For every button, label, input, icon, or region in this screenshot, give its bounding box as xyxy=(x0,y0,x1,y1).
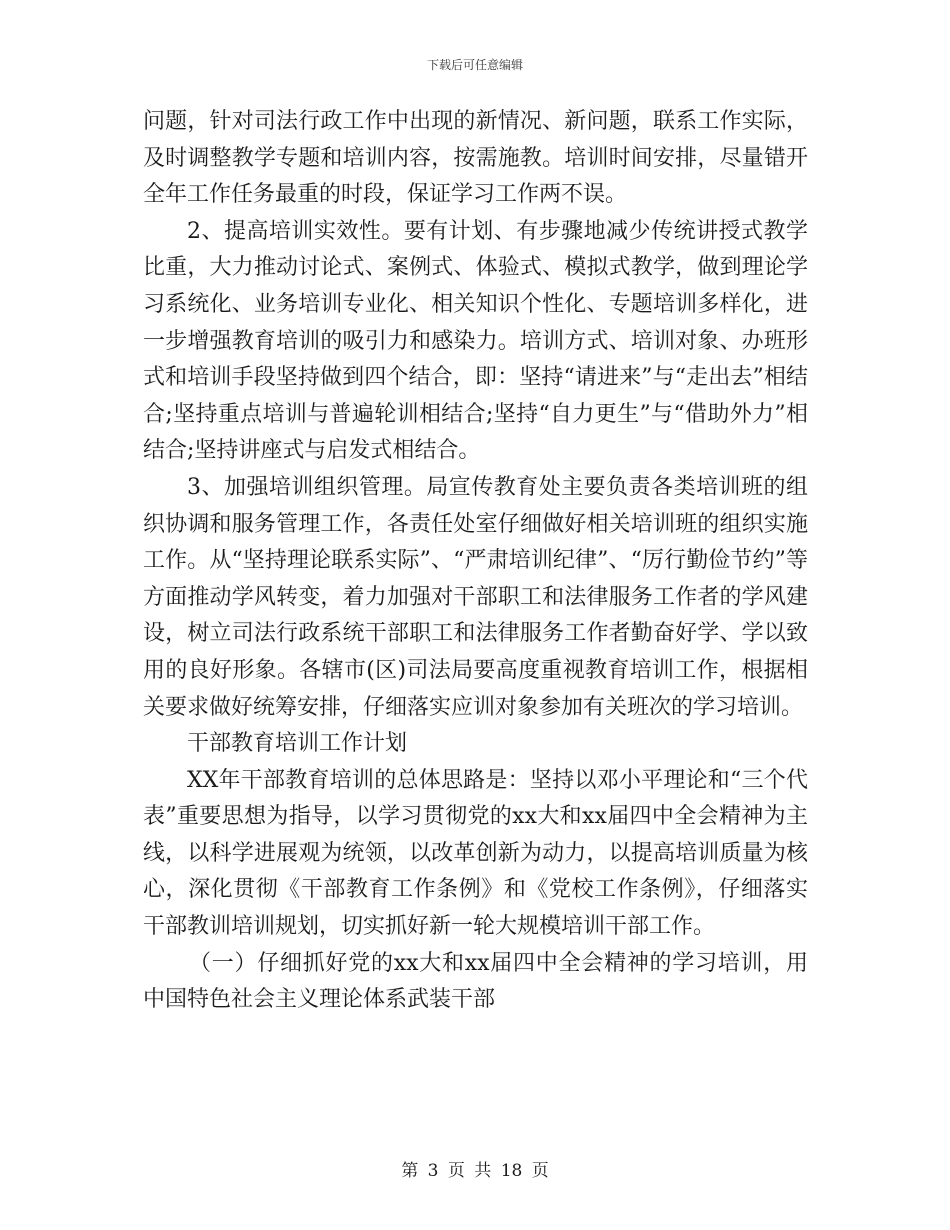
paragraph-overall-approach: XX年干部教育培训的总体思路是：坚持以邓小平理论和“三个代表”重要思想为指导，以学习贯彻党的xx大和xx届四中全会精神为主线，以科学进展观为统领，以改革创新为动力，以提高培训质量为核心，深化贯彻《干部教育工作条例》和《党校工作条例》，仔细落实干部教训培训规划，切实抓好新一轮大规模培训干部工作。 xyxy=(143,767,808,940)
paragraph-continuation: 问题，针对司法行政工作中出现的新情况、新问题，联系工作实际，及时调整教学专题和培训内容，按需施教。培训时间安排，尽量错开全年工作任务最重的时段，保证学习工作两不误。 xyxy=(143,109,808,208)
section-title: 干部教育培训工作计划 xyxy=(187,731,408,757)
document-body xyxy=(143,104,808,1019)
page-number: 第 3 页 共 18 页 xyxy=(401,1161,549,1181)
page-header-note: 下载后可任意编辑 xyxy=(426,58,523,72)
paragraph-training-effectiveness: 2、提高培训实效性。要有计划、有步骤地减少传统讲授式教学比重，大力推动讨论式、案例式、体验式、模拟式教学，做到理论学习系统化、业务培训专业化、相关知识个性化、专题培训多样化，进一步增强教育培训的吸引力和感染力。培训方式、培训对象、办班形式和培训手段坚持做到四个结合，即：坚持“请进来”与“走出去”相结合;坚持重点培训与普遍轮训相结合;坚持“自力更生”与“借助外力”相结合;坚持讲座式与启发式相结合。 xyxy=(143,218,808,464)
paragraph-item-one: （一）仔细抓好党的xx大和xx届四中全会精神的学习培训，用中国特色社会主义理论体系武装干部 xyxy=(143,950,808,1013)
paragraph-training-management: 3、加强培训组织管理。局宣传教育处主要负责各类培训班的组织协调和服务管理工作，各责任处室仔细做好相关培训班的组织实施工作。从“坚持理论联系实际”、“严肃培训纪律”、“厉行勤俭节约”等方面推动学风转变，着力加强对干部职工和法律服务工作者的学风建设，树立司法行政系统干部职工和法律服务工作者勤奋好学、学以致用的良好形象。各辖市(区)司法局要高度重视教育培训工作，根据相关要求做好统筹安排，仔细落实应训对象参加有关班次的学习培训。 xyxy=(143,474,808,720)
